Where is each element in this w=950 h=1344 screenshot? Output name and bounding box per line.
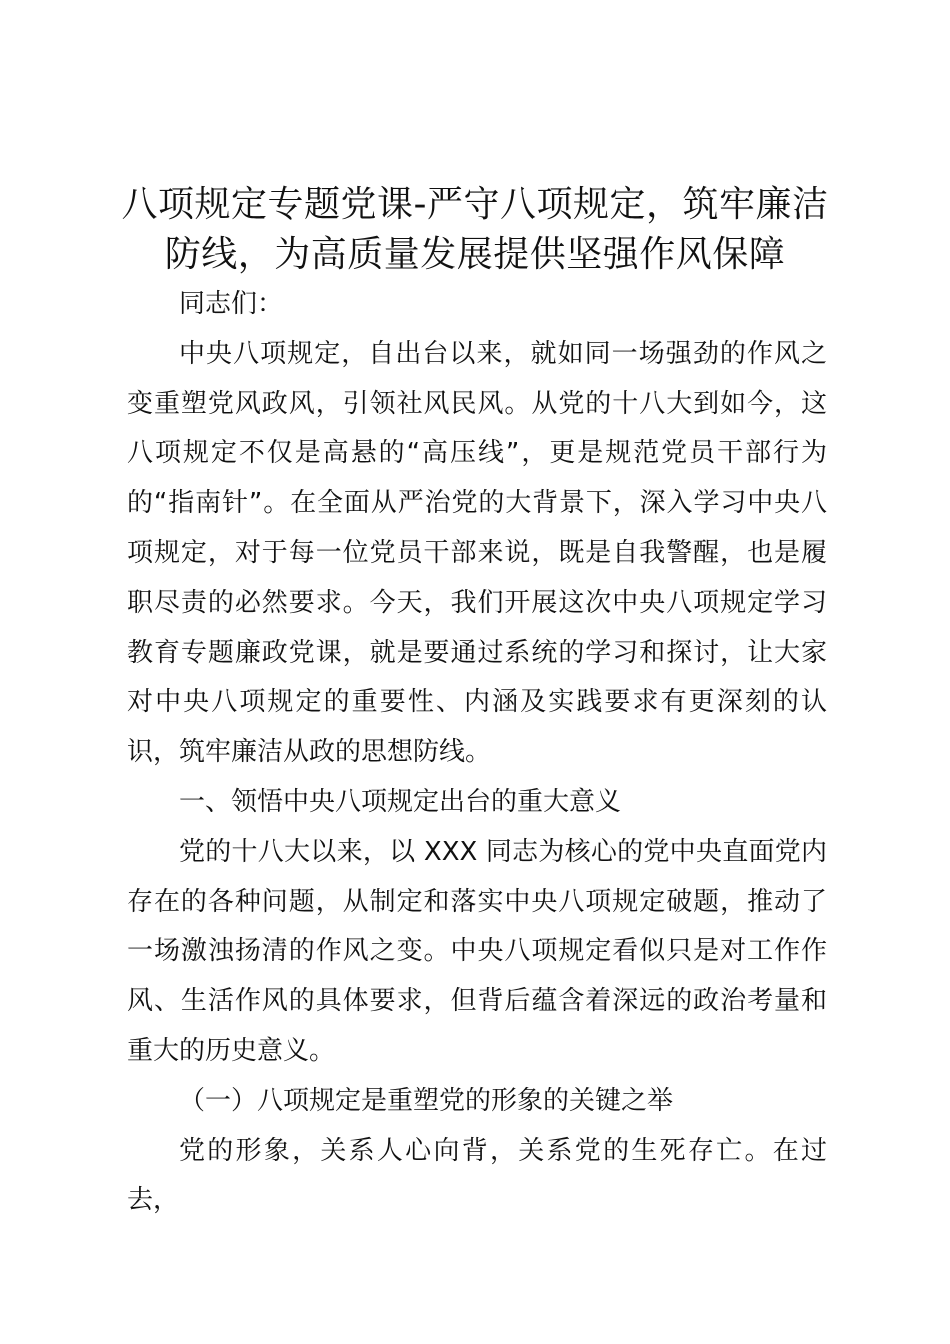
subsection-heading-1: （一）八项规定是重塑党的形象的关键之举 [179,1085,674,1116]
paragraph-subsection-1: 党的形象，关系人心向背，关系党的生死存亡。在过去， [127,1135,827,1216]
paragraph-intro: 中央八项规定，自出台以来，就如同一场强劲的作风之变重塑党风政风，引领社风民风。从党的十八大到如今，这八项规定不仅是高悬的“高压线”，更是规范党员干部行为的“指南针”。在全面从严治党的大背景下，深入学习中央八项规定，对于每一位党员干部来说，既是自我警醒，也是履职尽责的必然要求。今天，我们开展这次中央八项规定学习教育专题廉政党课，就是要通过系统的学习和探讨，让大家对中央八项规定的重要性、内涵及实践要求有更深刻的认识，筑牢廉洁从政的思想防线。 [127,338,827,768]
salutation: 同志们： [179,289,284,319]
paragraph-section-1: 党的十八大以来，以 XXX 同志为核心的党中央直面党内存在的各种问题，从制定和落实中央八项规定破题，推动了一场激浊扬清的作风之变。中央八项规定看似只是对工作作风、生活作风的具体要求，但背后蕴含着深远的政治考量和重大的历史意义。 [127,836,827,1066]
document-title [110,180,840,280]
document-body [127,280,827,1226]
title-line-2: 防线，为高质量发展提供坚强作风保障 [164,234,786,275]
section-heading-1: 一、领悟中央八项规定出台的重大意义 [179,786,622,817]
title-line-1: 八项规定专题党课-严守八项规定，筑牢廉洁 [121,184,829,225]
